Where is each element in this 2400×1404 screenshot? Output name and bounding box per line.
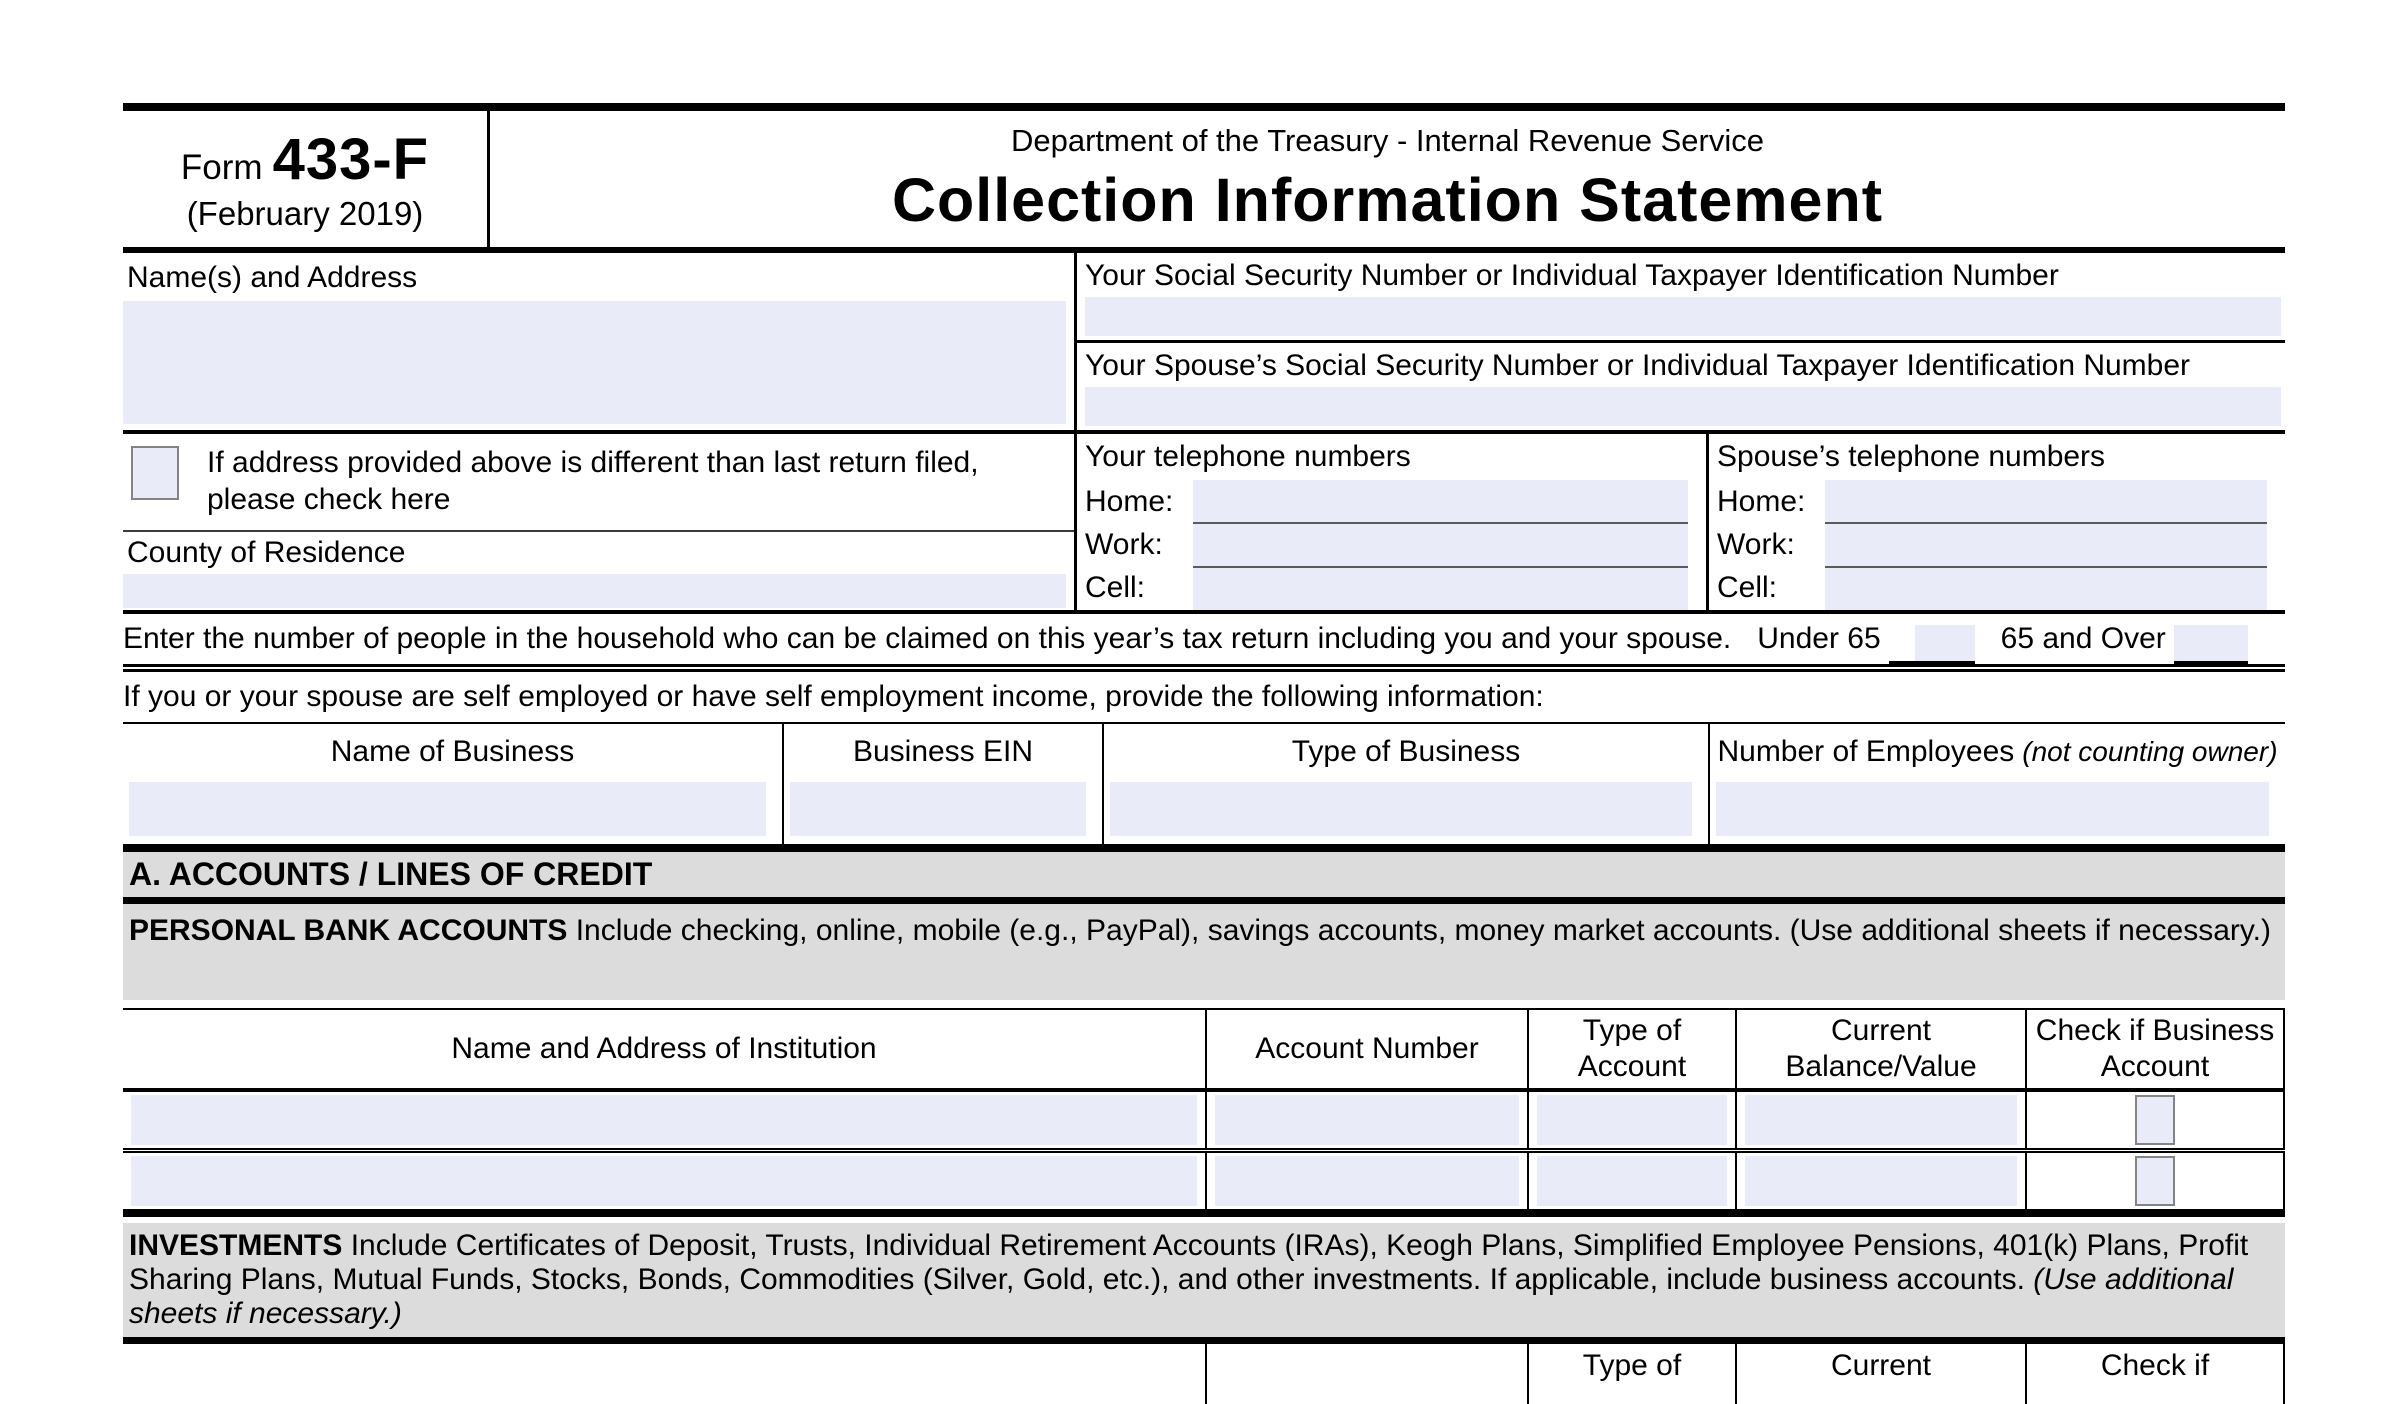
over-65-blank <box>2174 625 2248 664</box>
partial-type-of-header: Type of <box>1527 1344 1735 1404</box>
your-home-label: Home: <box>1085 484 1174 518</box>
business-ein-col <box>782 724 1102 844</box>
your-work-label: Work: <box>1085 527 1163 561</box>
account-number-input-2[interactable] <box>1215 1156 1519 1206</box>
business-employees-note: (not counting owner) <box>2022 736 2278 767</box>
your-home-input[interactable] <box>1193 480 1688 522</box>
your-ssn-label: Your Social Security Number or Individual Taxpayer Identification Number <box>1085 259 2059 292</box>
top-rule <box>123 103 2285 111</box>
business-type-col <box>1102 724 1708 844</box>
name-address-label: Name(s) and Address <box>127 261 418 294</box>
section-a-header: A. ACCOUNTS / LINES OF CREDIT <box>123 852 2285 904</box>
under-65-blank <box>1889 625 1975 664</box>
business-ein-header: Business EIN <box>852 735 1034 768</box>
business-account-checkbox-2[interactable] <box>2135 1156 2175 1206</box>
bank-table-header <box>123 1010 2285 1092</box>
investments-table-header-partial <box>123 1344 2285 1404</box>
spouse-home-label: Home: <box>1717 484 1806 518</box>
form-revision: (February 2019) <box>186 194 424 232</box>
personal-bank-accounts-lead: PERSONAL BANK ACCOUNTS <box>129 914 568 947</box>
account-type-input-1[interactable] <box>1537 1095 1727 1145</box>
household-line <box>123 614 2285 672</box>
self-employment-intro: If you or your spouse are self employed or have self employment income, provide the following information: <box>123 680 1544 713</box>
ssn-cell <box>1077 253 2285 430</box>
bank-accounts-table <box>123 1008 2285 1217</box>
personal-bank-accounts-para <box>123 904 2285 1000</box>
business-name-input[interactable] <box>129 782 766 836</box>
balance-input-1[interactable] <box>1745 1095 2017 1145</box>
form-number-block <box>123 111 490 247</box>
over-65-input[interactable] <box>2174 625 2248 661</box>
county-label: County of Residence <box>127 536 406 569</box>
your-phones-label: Your telephone numbers <box>1085 440 1411 473</box>
business-employees-header: Number of Employees <box>1717 735 2015 768</box>
account-type-header: Type of Account <box>1527 1010 1735 1088</box>
spouse-ssn-label: Your Spouse’s Social Security Number or Individual Taxpayer Identification Number <box>1085 349 2191 382</box>
investments-text: Include Certificates of Deposit, Trusts, Individual Retirement Accounts (IRAs), Keogh Plans, Simplified Employee Pensions, 401(k) Plans, Profit Sharing Plans, Mutual Funds, Stocks, Bonds, Commodities (Silver, Gold, etc.), and other investments. If applicable, include business accounts. <box>129 1229 2249 1296</box>
investments-para <box>123 1223 2285 1337</box>
spouse-phones-col <box>1709 434 2285 610</box>
account-type-input-2[interactable] <box>1537 1156 1727 1206</box>
bank-row-1 <box>123 1092 2285 1148</box>
your-work-input[interactable] <box>1193 522 1688 566</box>
account-number-header: Account Number <box>1205 1010 1527 1088</box>
partial-current-header: Current <box>1735 1344 2025 1404</box>
spouse-work-label: Work: <box>1717 527 1795 561</box>
business-account-checkbox-1[interactable] <box>2135 1095 2175 1145</box>
household-text: Enter the number of people in the household who can be claimed on this year’s tax return including you and your spouse. <box>123 622 1732 655</box>
your-ssn-group <box>1077 253 2285 340</box>
business-name-header: Name of Business <box>330 735 575 768</box>
page-title: Collection Information Statement <box>891 166 1884 234</box>
over-65-label: 65 and Over <box>2000 622 2166 655</box>
your-cell-label: Cell: <box>1085 571 1146 605</box>
agency-line: Department of the Treasury - Internal Revenue Service <box>1011 123 1764 158</box>
account-number-input-1[interactable] <box>1215 1095 1519 1145</box>
address-different-label: If address provided above is different than last return filed, please check here <box>207 446 979 516</box>
address-county-cell <box>123 434 1077 610</box>
business-table <box>123 722 2285 852</box>
identity-row <box>123 253 2285 434</box>
name-address-input[interactable] <box>123 301 1066 424</box>
spouse-ssn-group <box>1077 340 2285 430</box>
form-title-block <box>490 111 2285 247</box>
business-account-header: Check if Business Account <box>2025 1010 2285 1088</box>
investments-note: (Use additional sheets if necessary.) <box>129 1263 2234 1330</box>
form-433f <box>123 103 2285 1404</box>
address-different-checkbox[interactable] <box>131 446 179 500</box>
business-type-input[interactable] <box>1110 782 1692 836</box>
address-different-group <box>123 434 1074 524</box>
business-type-header: Type of Business <box>1291 735 1521 768</box>
investments-bottom-rule <box>123 1337 2285 1344</box>
your-cell-input[interactable] <box>1193 566 1688 610</box>
investments-lead: INVESTMENTS <box>129 1229 343 1262</box>
partial-col-1 <box>123 1344 1205 1404</box>
institution-header: Name and Address of Institution <box>451 1032 877 1065</box>
personal-bank-accounts-text: Include checking, online, mobile (e.g., PayPal), savings accounts, money market accounts. (Use additional sheets if necessary.) <box>575 914 2271 947</box>
county-group <box>123 530 1074 610</box>
under-65-input[interactable] <box>1915 625 1975 661</box>
spouse-ssn-input[interactable] <box>1085 387 2281 426</box>
institution-input-1[interactable] <box>131 1095 1197 1145</box>
name-address-cell <box>123 253 1077 430</box>
partial-check-if-header: Check if <box>2025 1344 2285 1404</box>
form-header <box>123 111 2285 253</box>
contact-row <box>123 434 2285 614</box>
business-ein-input[interactable] <box>790 782 1086 836</box>
business-employees-input[interactable] <box>1716 782 2269 836</box>
spouse-cell-label: Cell: <box>1717 571 1778 605</box>
bank-row-2 <box>123 1148 2285 1209</box>
form-word: Form <box>180 147 263 187</box>
spouse-home-input[interactable] <box>1825 480 2267 522</box>
phones-cell <box>1077 434 2285 610</box>
form-number: 433-F <box>272 126 430 192</box>
partial-col-2 <box>1205 1344 1527 1404</box>
business-employees-col <box>1708 724 2285 844</box>
business-name-col <box>123 724 782 844</box>
your-phones-col <box>1077 434 1709 610</box>
institution-input-2[interactable] <box>131 1156 1197 1206</box>
spouse-phones-label: Spouse’s telephone numbers <box>1717 440 2106 473</box>
under-65-label: Under 65 <box>1757 622 1881 655</box>
spouse-cell-input[interactable] <box>1825 566 2267 610</box>
balance-header: Current Balance/Value <box>1735 1010 2025 1088</box>
county-input[interactable] <box>123 574 1066 608</box>
balance-input-2[interactable] <box>1745 1156 2017 1206</box>
your-ssn-input[interactable] <box>1085 297 2281 336</box>
spouse-work-input[interactable] <box>1825 522 2267 566</box>
